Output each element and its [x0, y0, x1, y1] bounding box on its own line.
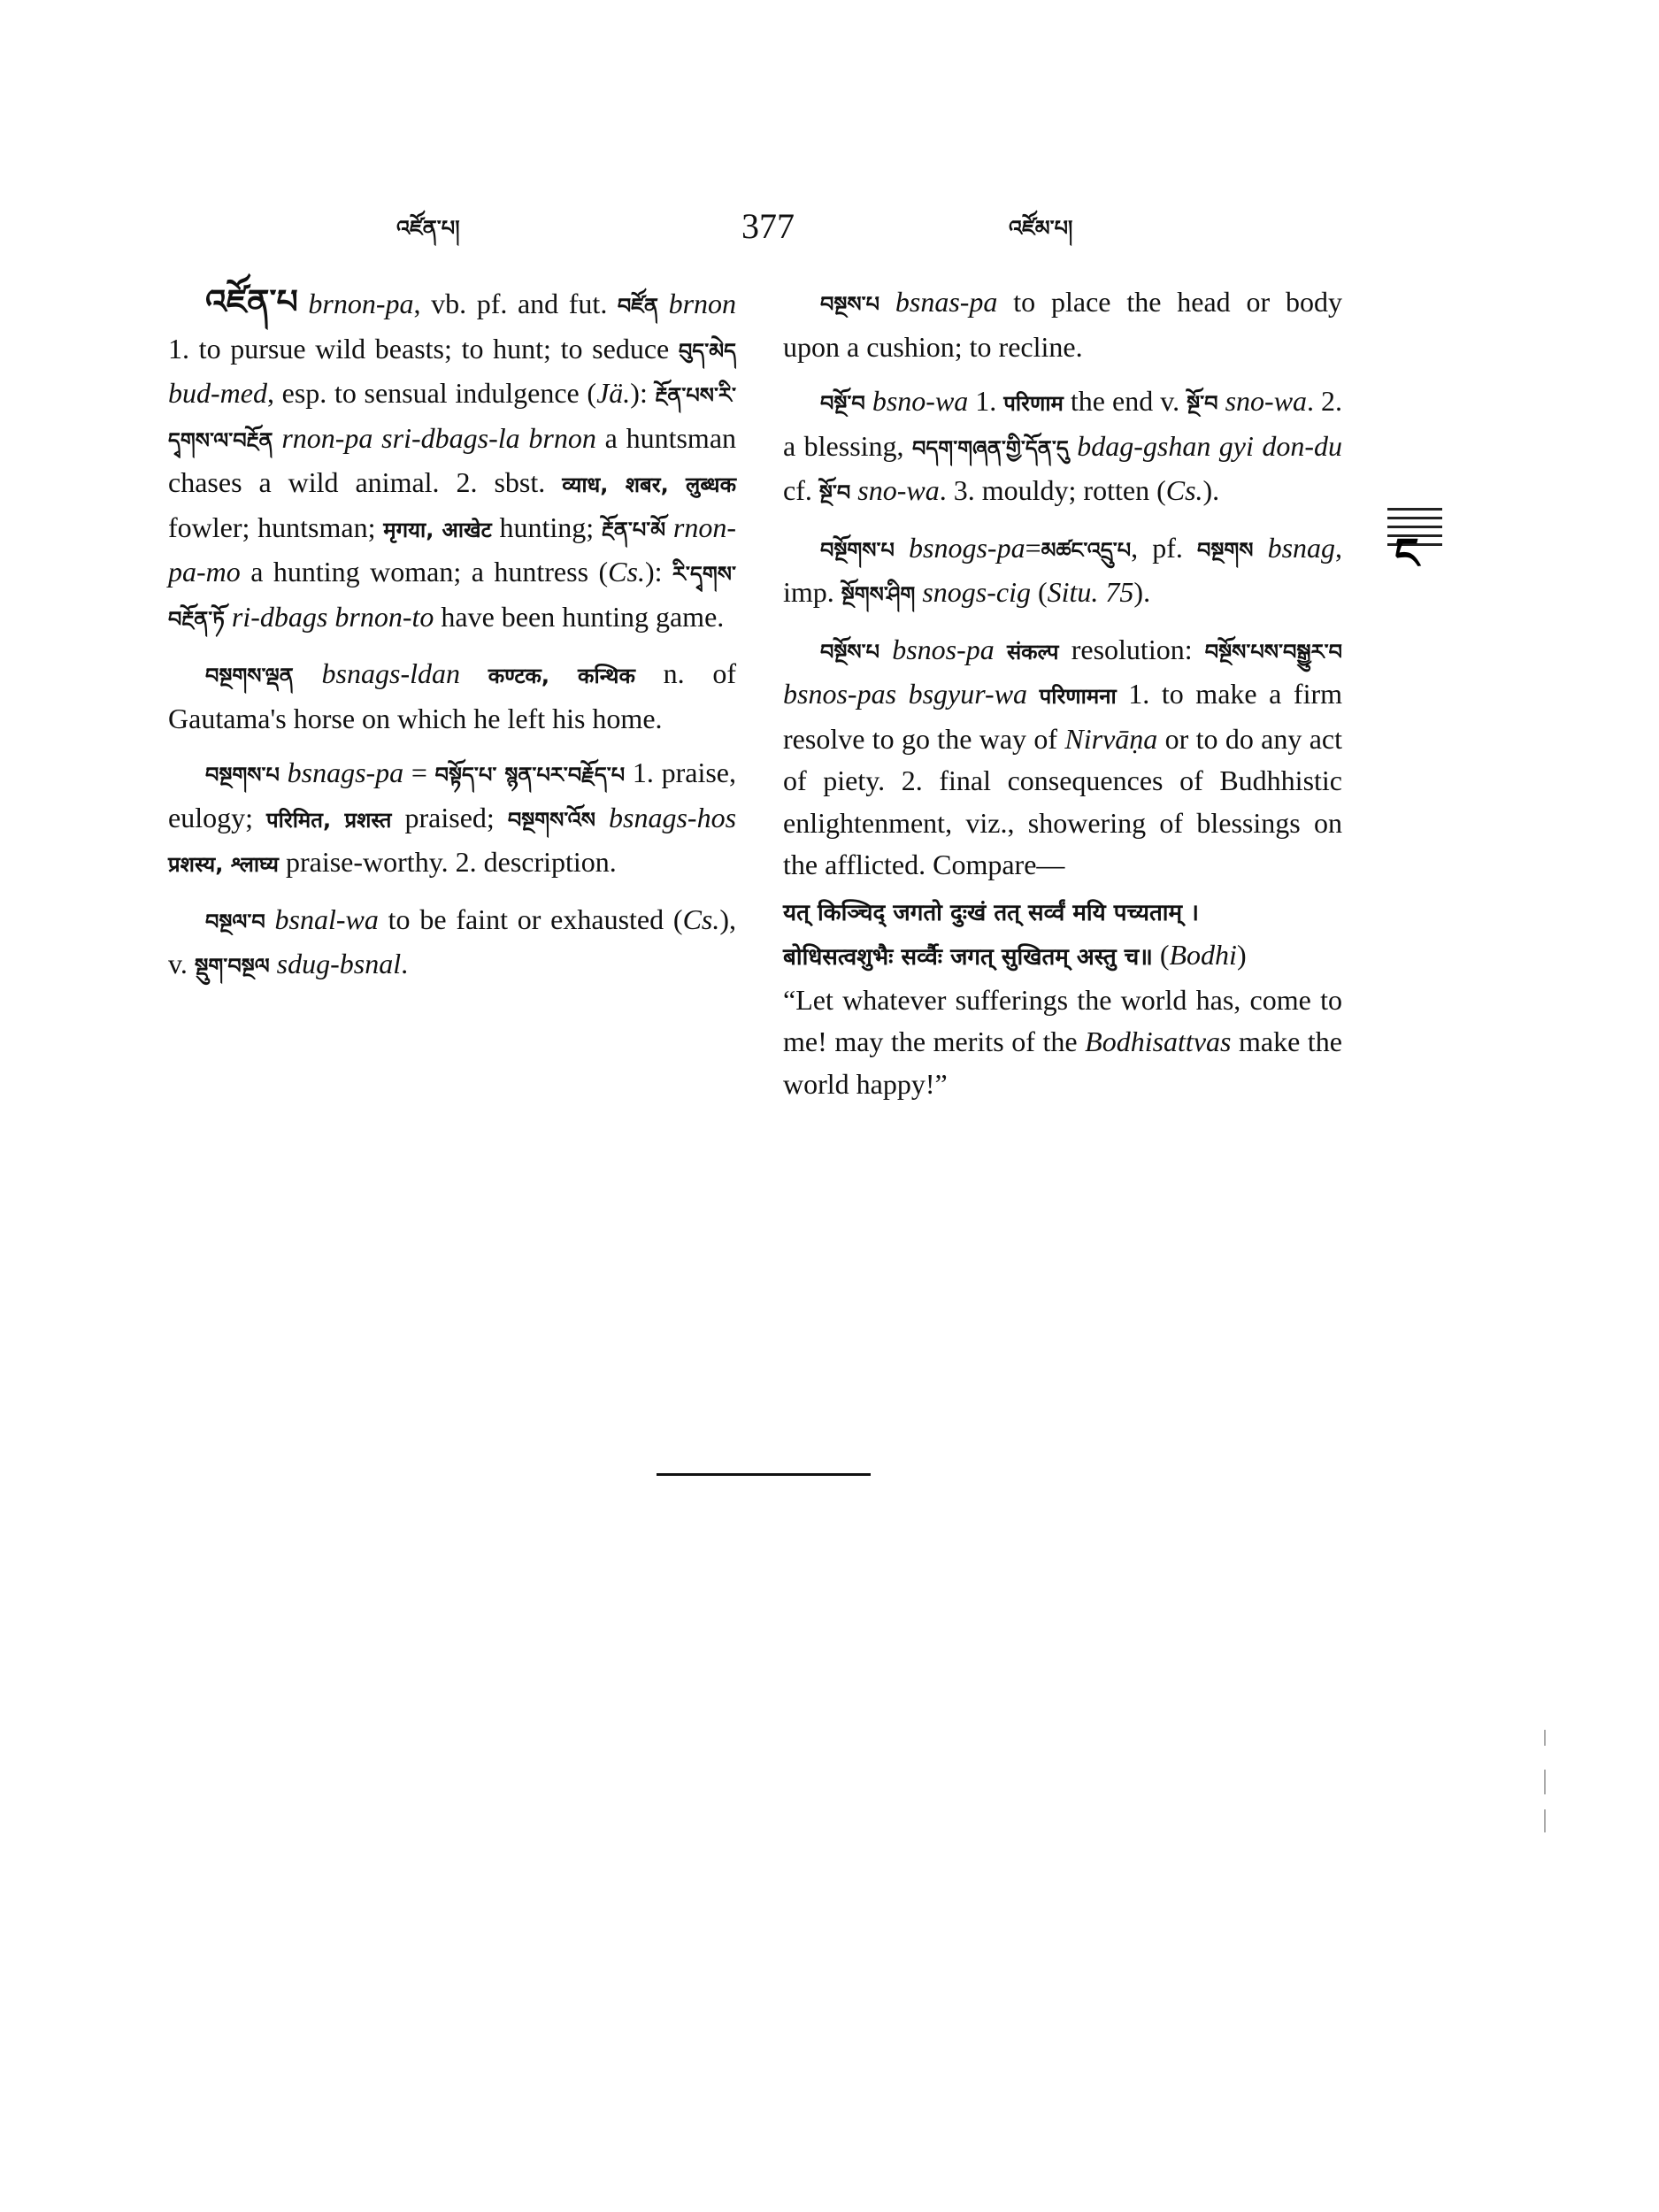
entry-text: , pf.	[1131, 531, 1197, 564]
entry-transliteration: sdug-bsnal	[276, 948, 402, 979]
verse-translation	[783, 979, 1342, 1106]
entry-transliteration: bud-med	[168, 377, 267, 409]
entry-text: . 2. a blessing,	[783, 385, 1343, 462]
entry-bsno-wa	[783, 380, 1342, 515]
entry-transliteration: bsnags-hos	[609, 801, 737, 833]
entry-tibetan: བསྔགས	[1196, 537, 1254, 563]
entry-text: . 3. mouldy; rotten (	[939, 474, 1166, 506]
left-column	[168, 281, 736, 1001]
entry-text: ):	[630, 377, 656, 409]
entry-transliteration: bsnal-wa	[274, 902, 379, 935]
entry-source: Cs.	[608, 556, 645, 588]
entry-brnon-pa	[168, 281, 736, 641]
entry-text: , vb. pf. and fut.	[413, 288, 618, 319]
entry-text	[1027, 678, 1040, 710]
entry-source: Cs.	[1165, 474, 1203, 506]
entry-tibetan: བཛོན	[617, 294, 658, 319]
entry-bsnal-wa	[168, 899, 736, 988]
entry-tibetan: བུད་མེད	[678, 338, 736, 364]
page-header	[0, 205, 1659, 258]
entry-text: ), v.	[168, 902, 737, 979]
entry-text: 1. to make a firm resolve to go the way of	[783, 678, 1343, 755]
entry-transliteration: bsnos-pas bsgyur-wa	[783, 678, 1028, 710]
entry-text	[995, 634, 1007, 665]
entry-sanskrit: कण्टक, कन्थिक	[488, 664, 635, 688]
entry-transliteration: brnon-pa	[308, 288, 414, 319]
entry-tibetan: རི་དྭགས་བརྔོན་ཏོ	[168, 562, 737, 632]
entry-sanskrit: संकल्प	[1006, 639, 1059, 664]
entry-transliteration: sno-wa	[1225, 385, 1308, 417]
entry-headword-tibetan: བསྔོགས་པ	[820, 537, 895, 563]
entry-text: =	[1025, 531, 1041, 564]
entry-source: Jä.	[596, 377, 631, 409]
entry-transliteration: brnon	[668, 288, 737, 319]
entry-text: , imp.	[783, 531, 1343, 608]
entry-text: to be faint or exhausted (	[378, 902, 683, 935]
entry-headword-tibetan: བསྔས་པ	[820, 292, 880, 317]
entry-text: 1. to pursue wild beasts; to hunt; to seduce	[168, 332, 679, 365]
entry-headword-tibetan: བསྔགས་པ	[205, 763, 280, 787]
entry-headword-tibetan: བསྔལ་བ	[205, 909, 265, 934]
entry-sanskrit: परिमित, प्रशस्त	[266, 807, 392, 833]
sanskrit-verse-line-1	[783, 890, 1342, 935]
entry-bsnas-pa	[783, 281, 1342, 368]
entry-text: have been hunting game.	[434, 600, 725, 633]
entry-bsnogs-pa	[783, 527, 1342, 617]
entry-tibetan: བདག་གཞན་གྱི་དོན་དུ	[912, 435, 1069, 461]
entry-tibetan: བསྟོད་པ་ སྙན་པར་བརྗོད་པ	[434, 763, 626, 787]
entry-text: a hunting woman; a huntress (	[240, 556, 609, 588]
entry-bsnags-pa	[168, 752, 736, 887]
entry-text: hunting;	[491, 511, 602, 543]
entry-text: a huntsman chases a wild animal. 2. sbst.	[168, 421, 737, 498]
entry-tibetan: མཚང་འདྲུ་པ	[1041, 537, 1132, 563]
entry-text: n. of Gautama's horse on which he left his home.	[168, 657, 737, 734]
entry-transliteration: bsnogs-pa	[909, 531, 1025, 564]
verse-source: Bodhi	[1169, 939, 1237, 971]
entry-headword-tibetan: བསྔགས་ལྡན	[205, 664, 294, 688]
entry-text: or to do any act of piety. 2. final consequences of Budhhistic enlightenment, viz., showering of blessings on the afflicted. Compare—	[783, 722, 1343, 880]
entry-text: cf.	[783, 474, 819, 506]
entry-source: Situ. 75	[1047, 576, 1134, 608]
entry-transliteration: bsnas-pa	[895, 286, 998, 318]
verse-translation-text: make the world happy!”	[783, 1025, 1343, 1100]
entry-text: praise-worthy. 2. description.	[278, 846, 617, 878]
entry-tibetan: སྔོགས་ཤིག	[841, 582, 916, 607]
entry-text: (	[1030, 576, 1048, 608]
entry-text: ).	[1133, 576, 1151, 608]
entry-text: 1. praise, eulogy;	[168, 757, 737, 833]
entry-sanskrit: परिणामना	[1039, 684, 1117, 709]
entry-text	[460, 657, 488, 689]
entry-text: to place the head or body upon a cushion; to recline.	[783, 286, 1343, 363]
entry-transliteration: rnon-pa-mo	[168, 511, 737, 588]
verse-sanskrit: यत् किञ्चिद् जगतो दुःखं तत् सर्व्वं मयि पच्यताम् ।	[783, 899, 1199, 926]
entry-tibetan: སྔོ་བ	[818, 480, 851, 505]
entry-headword-tibetan: འཛོན་པ	[205, 282, 298, 321]
entry-tibetan: སྔོ་བ	[1187, 391, 1218, 416]
entry-text: ).	[1202, 474, 1220, 506]
entry-transliteration: bdag-gshan gyi don-du	[1077, 429, 1343, 462]
entry-transliteration: bsnags-ldan	[321, 657, 460, 689]
entry-text: =	[403, 757, 435, 788]
entry-tibetan: སྡུག་བསྔལ	[194, 954, 270, 979]
section-end-rule	[657, 1473, 871, 1476]
entry-transliteration: bsno-wa	[872, 385, 969, 417]
sanskrit-verse-line-2: बोधिसत्वशुभैः सर्व्वैः जगत् सुखितम् अस्तु च॥ (Bodhi)	[783, 939, 1247, 971]
entry-tibetan: རྔོན་པས་རི་དྭགས་ལ་བརྔོན	[168, 383, 737, 453]
entry-text: resolution:	[1058, 633, 1205, 665]
verse-sanskrit: बोधिसत्वशुभैः सर्व्वैः जगत् सुखितम् अस्तु च॥	[783, 944, 1153, 971]
entry-headword-tibetan: བསྔོས་པ	[820, 639, 880, 664]
verse-translation-term: Bodhisattvas	[1085, 1025, 1232, 1057]
entry-transliteration: snogs-cig	[922, 576, 1031, 608]
entry-bsnos-pa	[783, 629, 1342, 887]
entry-text: .	[401, 948, 409, 979]
header-left-headword: འཛོན་པ།	[396, 216, 460, 241]
entry-transliteration: bsnags-pa	[287, 757, 404, 788]
entry-transliteration: ri-dbags brnon-to	[231, 600, 434, 633]
scan-speck	[1544, 1730, 1546, 1746]
entry-bsnags-ldan	[168, 653, 736, 740]
entry-tibetan: བསྔགས་འོས	[507, 807, 595, 833]
entry-text: fowler; huntsman;	[168, 511, 384, 543]
verse-translation-text: “Let whatever sufferings the world has, come to me! may the merits of the	[783, 983, 1342, 1057]
entry-headword-tibetan: བསྔོ་བ	[820, 391, 865, 416]
entry-sanskrit: व्याध, शबर, लुब्धक	[562, 472, 736, 497]
entry-sanskrit: मृगया, आखेट	[383, 517, 492, 542]
entry-transliteration: bsnag	[1267, 531, 1336, 564]
entry-text: ):	[644, 556, 672, 588]
entry-tibetan: བསྔོས་པས་བསྒྱུར་བ	[1204, 639, 1343, 664]
entry-transliteration: sno-wa	[857, 474, 940, 506]
right-column	[783, 281, 1342, 1105]
entry-sanskrit: परिणाम	[1003, 391, 1064, 416]
entry-text: 1.	[968, 385, 1004, 417]
scan-speck	[1544, 1809, 1546, 1832]
entry-source: Cs.	[682, 902, 720, 935]
scan-speck	[1544, 1770, 1546, 1794]
entry-term: Nirvāṇa	[1064, 722, 1158, 755]
page-number: 377	[741, 206, 795, 246]
entry-tibetan: རྔོན་པ་མོ	[601, 517, 666, 542]
entry-text: , esp. to sensual indulgence (	[266, 377, 597, 409]
thumb-index-tab	[1387, 504, 1442, 579]
entry-transliteration: bsnos-pa	[892, 633, 995, 665]
entry-text: praised;	[391, 801, 508, 833]
entry-transliteration: rnon-pa sri-dbags-la brnon	[281, 421, 596, 454]
entry-sanskrit: प्रशस्य, श्लाघ्य	[168, 852, 279, 877]
header-right-headword: འཛོམ་པ།	[1009, 216, 1073, 241]
thumb-index-letter: ང	[1394, 529, 1419, 579]
entry-text: the end v.	[1063, 385, 1187, 417]
